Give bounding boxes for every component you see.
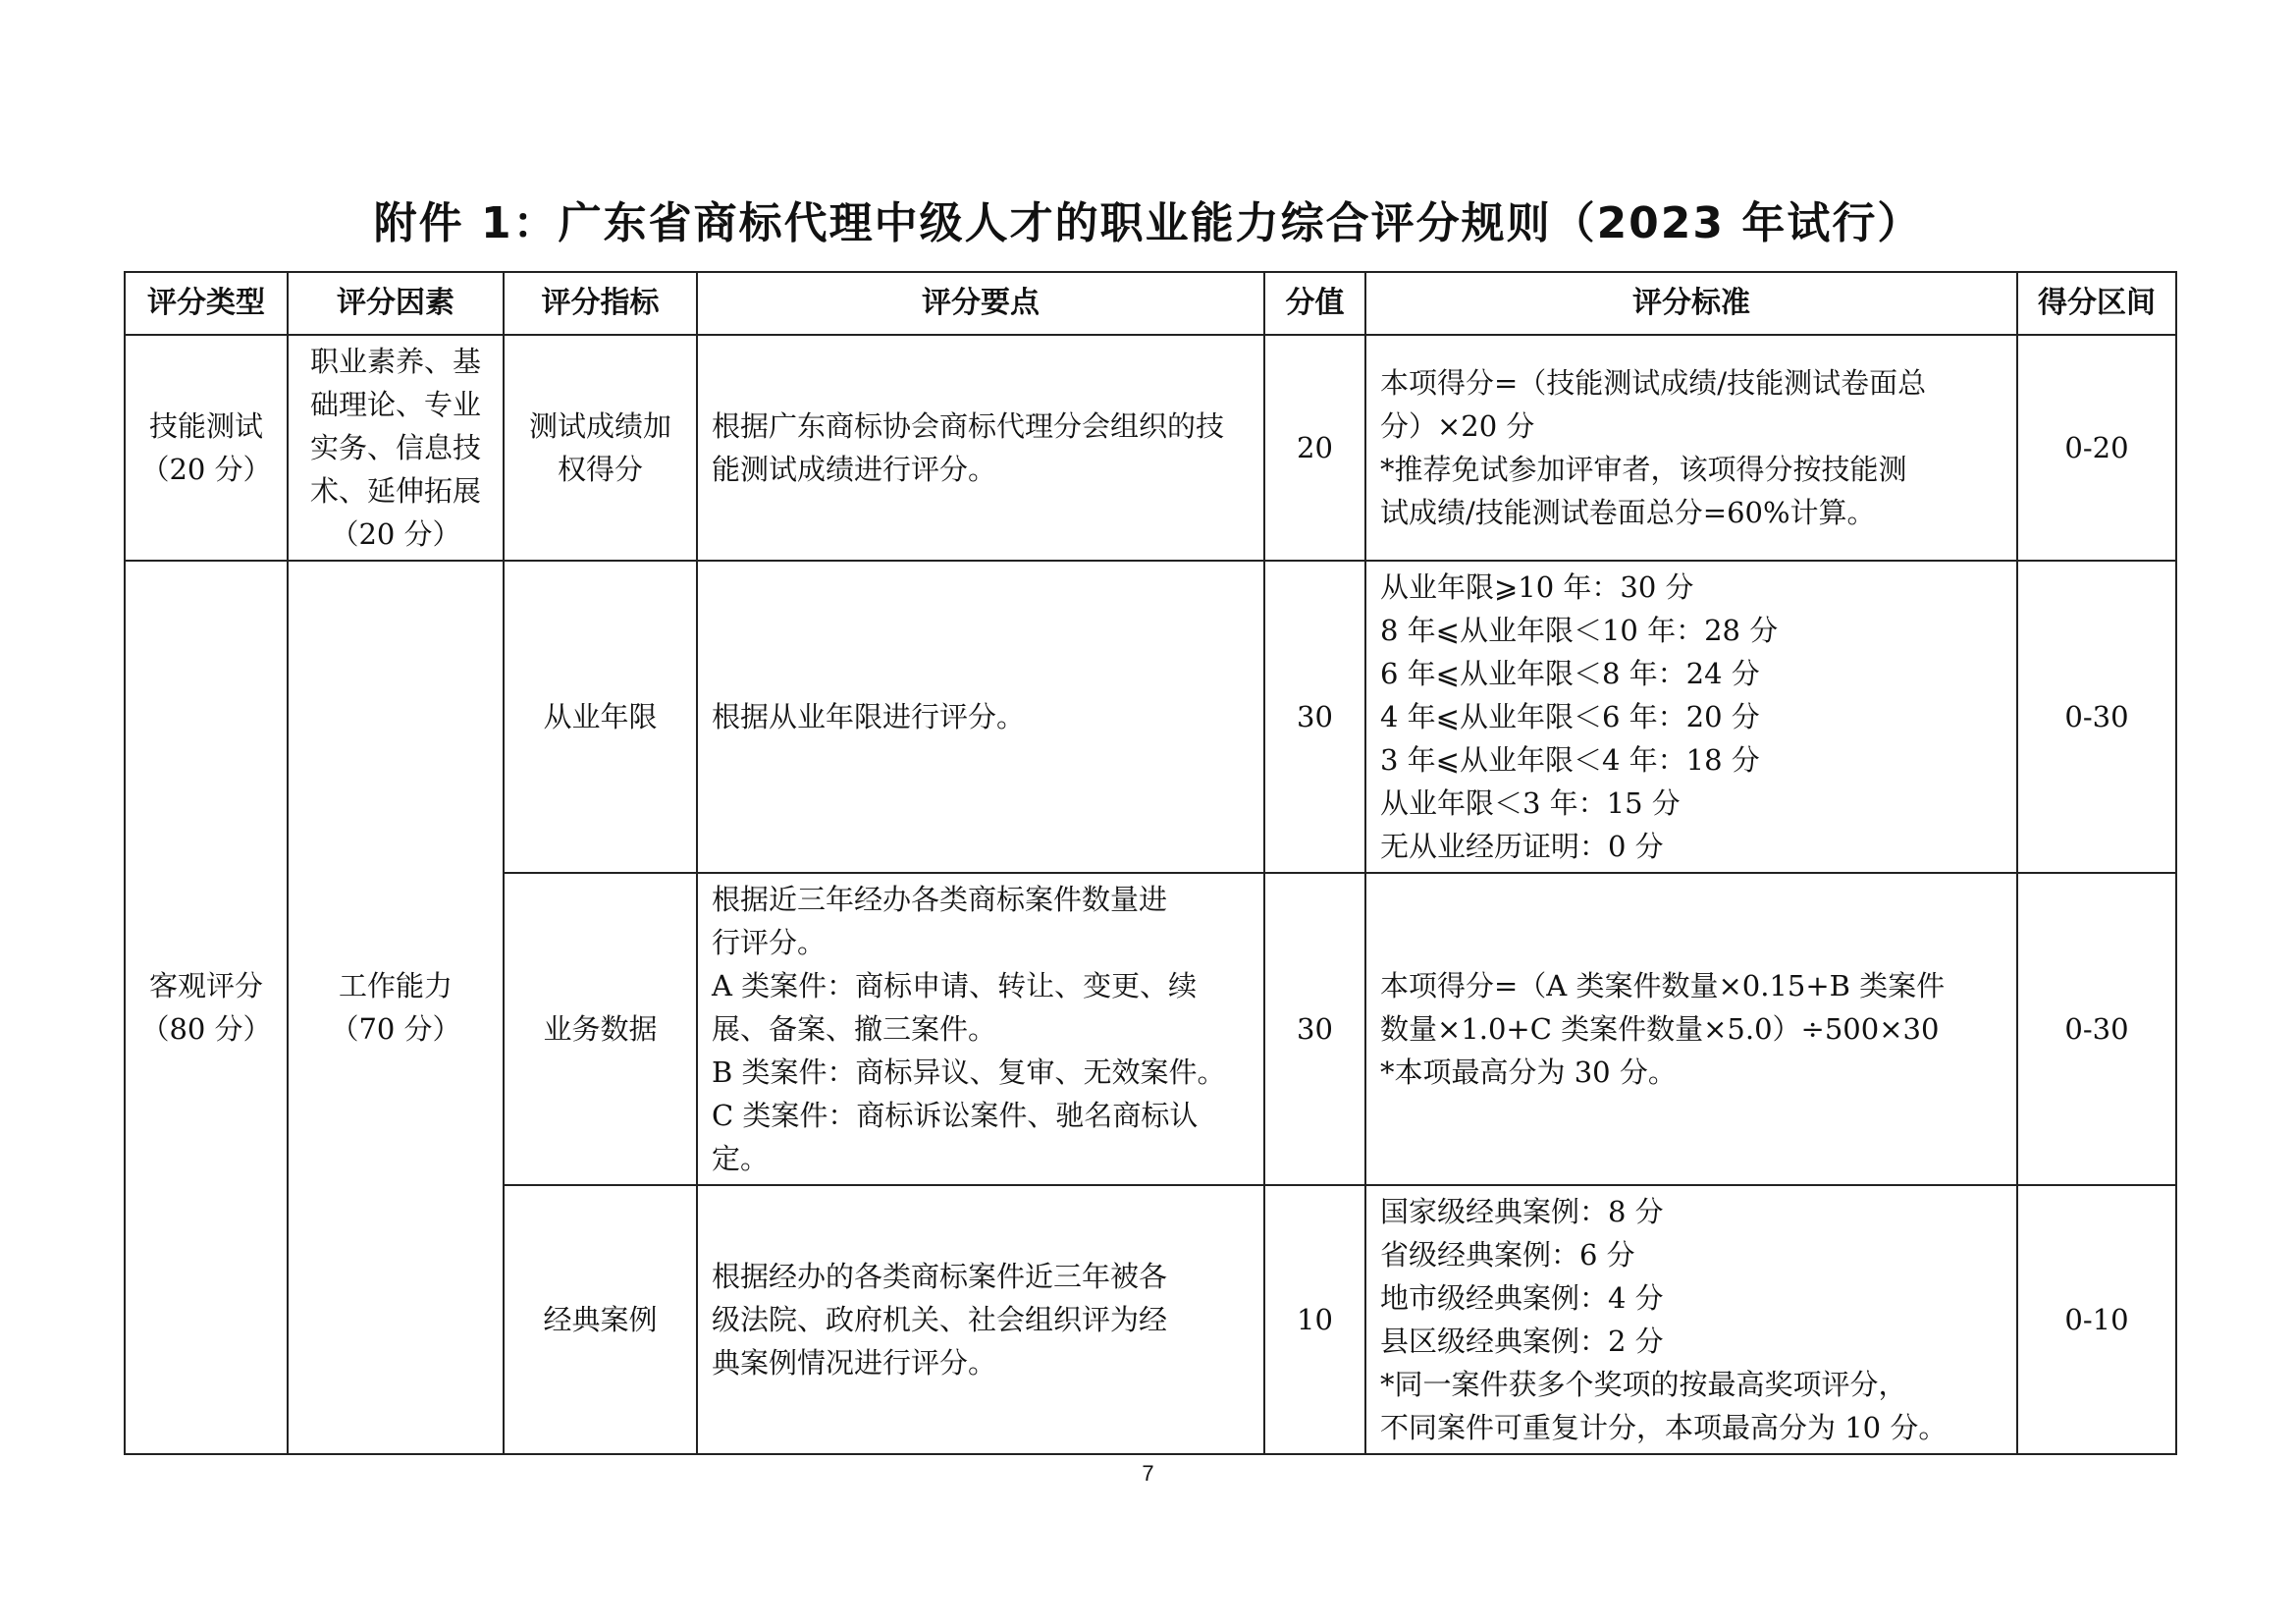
scoring-rules-table [124,271,2177,1455]
table-header-row [125,272,2176,335]
criteria-line: 省级经典案例：6 分 [1380,1238,1635,1272]
header-cell-type: 评分类型 [125,272,288,335]
range-cell: 0-20 [2017,335,2176,561]
criteria-line: 数量×1.0+C 类案件数量×5.0）÷500×30 [1380,1012,1940,1046]
key-points-line: 级法院、政府机关、社会组织评为经 [712,1303,1168,1336]
criteria-cell [1365,1185,2017,1454]
header-cell-criteria: 评分标准 [1365,272,2017,335]
criteria-line: 8 年⩽从业年限＜10 年：28 分 [1380,614,1779,647]
key-points-cell [697,1185,1264,1454]
header-cell-indicator: 评分指标 [504,272,697,335]
key-points-line: 根据近三年经办各类商标案件数量进 [712,883,1168,916]
factor-line: 实务、信息技 [309,431,481,464]
indicator-cell [504,335,697,561]
criteria-line: 不同案件可重复计分，本项最高分为 10 分。 [1380,1411,1948,1444]
indicator-cell: 经典案例 [504,1185,697,1454]
indicator-cell: 业务数据 [504,873,697,1185]
indicator-line: 测试成绩加 [528,409,671,443]
criteria-line: 县区级经典案例：2 分 [1380,1325,1664,1358]
header-cell-factor: 评分因素 [288,272,504,335]
criteria-line: 从业年限⩾10 年：30 分 [1380,570,1694,604]
criteria-line: *同一案件获多个奖项的按最高奖项评分， [1380,1368,1907,1401]
table-row [125,561,2176,873]
key-points-text: 根据广东商标协会商标代理分会组织的技能测试成绩进行评分。 [712,409,1225,486]
criteria-cell [1365,873,2017,1185]
criteria-line: *本项最高分为 30 分。 [1380,1056,1677,1089]
score-cell: 10 [1264,1185,1365,1454]
score-cell: 30 [1264,873,1365,1185]
factor-score: （70 分） [330,1012,461,1046]
criteria-line: 6 年⩽从业年限＜8 年：24 分 [1380,657,1760,690]
range-cell: 0-30 [2017,561,2176,873]
score-cell: 20 [1264,335,1365,561]
criteria-line: 4 年⩽从业年限＜6 年：20 分 [1380,700,1760,733]
type-score: （80 分） [140,1012,272,1046]
key-points-line: 展、备案、撤三案件。 [712,1012,997,1046]
page-number: 7 [1142,1461,1154,1486]
table-row [125,335,2176,561]
key-points-line: 行评分。 [712,926,827,959]
criteria-line: *推荐免试参加评审者，该项得分按技能测 [1380,453,1907,486]
header-cell-key-points: 评分要点 [697,272,1264,335]
type-name: 技能测试 [148,409,263,443]
factor-line: 职业素养、基 [309,345,481,378]
factor-line: （20 分） [330,517,461,551]
key-points-text: 根据从业年限进行评分。 [712,700,1026,733]
criteria-cell [1365,335,2017,561]
key-points-line: 根据经办的各类商标案件近三年被各 [712,1260,1168,1293]
criteria-line: 本项得分=（A 类案件数量×0.15+B 类案件 [1380,969,1946,1002]
factor-name: 工作能力 [338,969,453,1002]
factor-line: 础理论、专业 [309,388,481,421]
header-cell-range: 得分区间 [2017,272,2176,335]
indicator-cell: 从业年限 [504,561,697,873]
type-cell [125,335,288,561]
criteria-line: 3 年⩽从业年限＜4 年：18 分 [1380,743,1760,777]
type-score: （20 分） [140,453,272,486]
factor-cell [288,561,504,1454]
key-points-line: B 类案件：商标异议、复审、无效案件。 [712,1056,1226,1089]
factor-line: 术、延伸拓展 [309,474,481,508]
type-cell [125,561,288,1454]
score-cell: 30 [1264,561,1365,873]
key-points-cell [697,335,1264,561]
range-cell: 0-30 [2017,873,2176,1185]
range-cell: 0-10 [2017,1185,2176,1454]
criteria-line: 国家级经典案例：8 分 [1380,1195,1664,1228]
key-points-cell [697,873,1264,1185]
criteria-line: 无从业经历证明：0 分 [1380,830,1664,863]
page-title: 附件 1：广东省商标代理中级人才的职业能力综合评分规则（2023 年试行） [373,198,1923,248]
criteria-line: 试成绩/技能测试卷面总分=60%计算。 [1380,496,1876,529]
header-cell-score: 分值 [1264,272,1365,335]
criteria-line: 地市级经典案例：4 分 [1380,1281,1664,1315]
criteria-line: 分）×20 分 [1380,409,1535,443]
factor-cell [288,335,504,561]
key-points-cell [697,561,1264,873]
key-points-line: 定。 [712,1142,770,1175]
criteria-cell [1365,561,2017,873]
criteria-line: 本项得分=（技能测试成绩/技能测试卷面总 [1380,366,1927,400]
key-points-line: 典案例情况进行评分。 [712,1346,997,1380]
criteria-line: 从业年限＜3 年：15 分 [1380,786,1681,820]
indicator-line: 权得分 [557,453,643,486]
key-points-line: A 类案件：商标申请、转让、变更、续 [712,969,1198,1002]
type-name: 客观评分 [148,969,263,1002]
key-points-line: C 类案件：商标诉讼案件、驰名商标认 [712,1099,1199,1132]
